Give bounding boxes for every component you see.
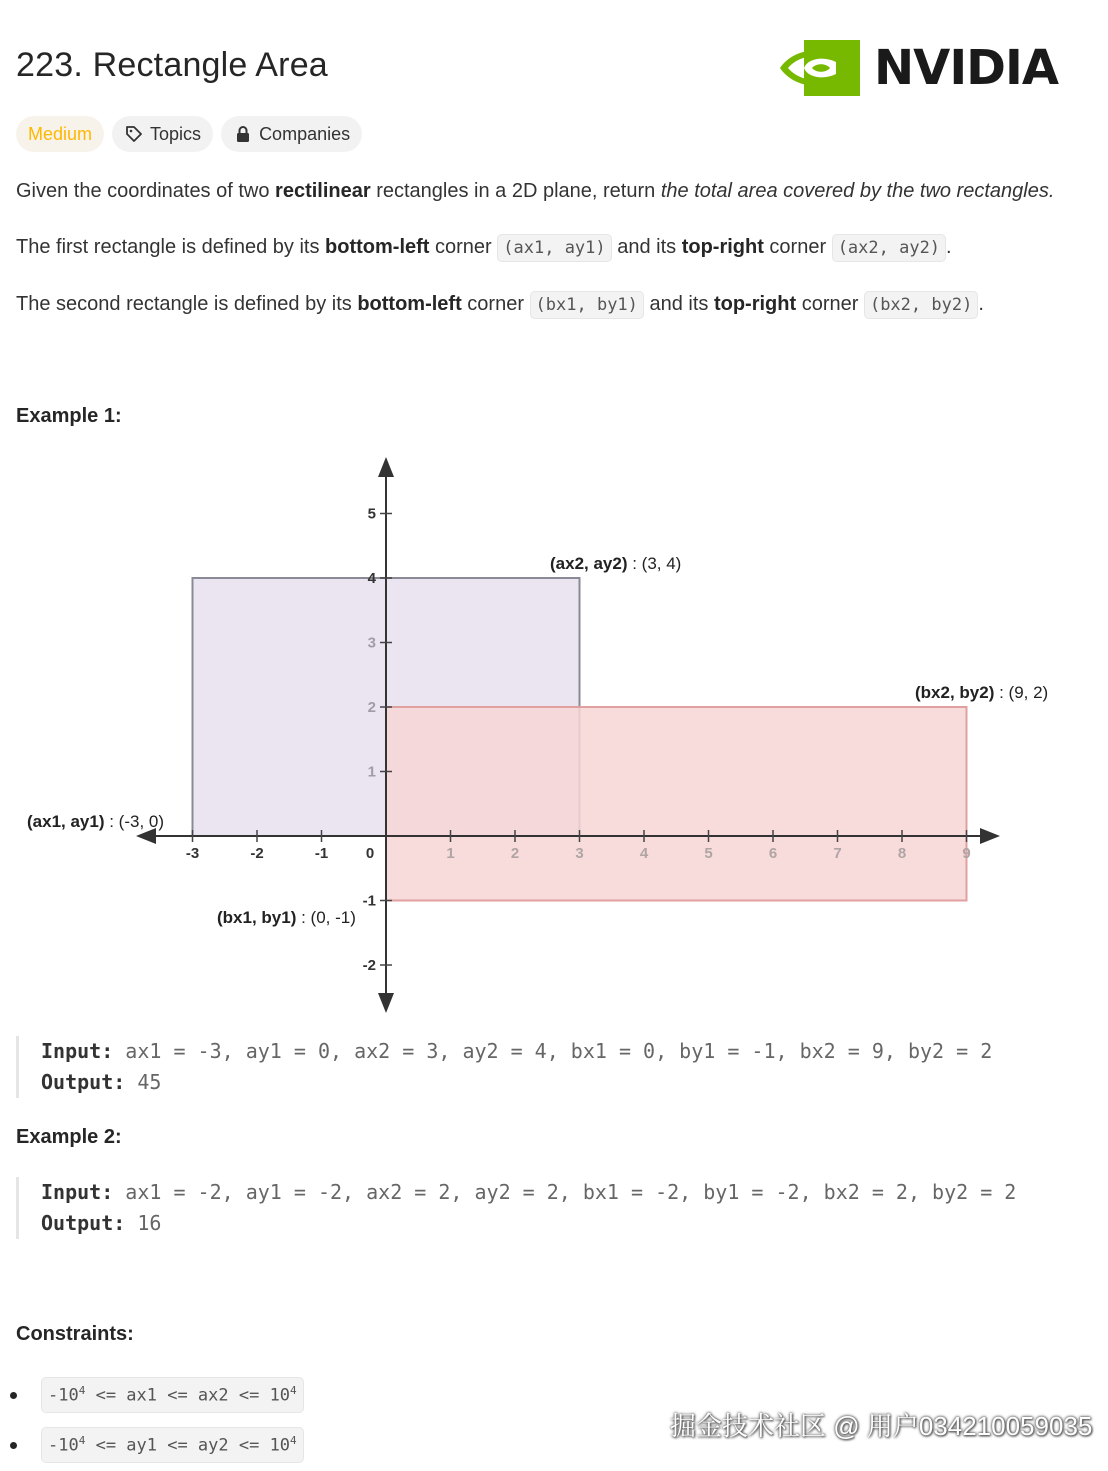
y-tick-label: -1 [362,892,376,910]
description-paragraph-1: Given the coordinates of two rectilinear rectangles in a 2D plane, return the total area covered by the two rectangles. [16,180,1055,202]
bullet-icon [10,1392,17,1399]
example-2-input: Input: ax1 = -2, ay1 = -2, ax2 = 2, ay2 = 2, bx1 = -2, by1 = -2, bx2 = 2, by2 = 2 [41,1180,1017,1204]
description-paragraph-2: The first rectangle is defined by its bottom-left corner (ax1, ay1) and its top-right corner (ax2, ay2) . [16,236,952,259]
difficulty-badge [16,116,104,152]
nvidia-logo [778,38,1078,98]
x-tick-label: 5 [704,845,713,862]
constraint-item: $-10^4 <= ax1 <= ax2 <= 10^4$ [10,1370,304,1420]
x-tick-label: 7 [833,845,842,862]
page-title: 223. Rectangle Area [16,46,328,84]
constraints-list [10,1370,304,1470]
difficulty-label: Medium [28,123,93,144]
tag-icon [124,124,144,144]
topics-label: Topics [150,123,202,144]
x-tick-label: 1 [446,845,455,862]
example-1-block [16,1036,1096,1098]
problem-tags [16,116,362,152]
topics-button[interactable] [112,116,213,152]
description-paragraph-3: The second rectangle is defined by its bottom-left corner (bx1, by1) and its top-right corner (bx2, by2) . [16,293,984,316]
y-tick-label: -2 [362,957,376,974]
lock-icon [233,124,253,144]
x-tick-label: 0 [365,845,375,862]
x-tick-label: -1 [314,845,329,862]
example-1-input: Input: ax1 = -3, ay1 = 0, ax2 = 3, ay2 = 4, bx1 = 0, by1 = -1, bx2 = 9, by2 = 2 [41,1039,993,1063]
label-a-bottom-left: (ax1, ay1) : (-3, 0) [27,812,165,831]
y-tick-label: 5 [367,505,376,523]
constraint-item: $-10^4 <= ay1 <= ay2 <= 10^4$ [10,1420,304,1470]
nvidia-logo-text: NVIDIA [874,40,1059,96]
x-tick-label: 2 [510,845,520,862]
bullet-icon [10,1442,17,1449]
x-tick-label: 3 [575,845,584,862]
example-2-output: Output: 16 [41,1211,162,1235]
watermark: 掘金技术社区 @ 用户034210059035 [670,1411,1093,1441]
x-tick-label: 6 [768,845,778,862]
companies-button[interactable] [221,116,362,152]
constraints-heading: Constraints: [16,1323,134,1345]
companies-label: Companies [259,123,351,144]
example-1-heading: Example 1: [16,405,122,427]
nvidia-eye-icon [778,38,864,98]
example-1-output: Output: 45 [41,1070,162,1094]
x-tick-label: 9 [962,845,971,862]
y-tick-label: 2 [367,699,376,716]
y-tick-label: 3 [367,634,376,652]
example-2-block [16,1177,1096,1239]
y-tick-label: 4 [367,570,376,587]
example-2-heading: Example 2: [16,1126,122,1148]
x-tick-label: 8 [897,845,907,862]
x-tick-label: -2 [250,845,264,862]
rectangle-area-diagram [0,455,1108,1015]
label-b-top-right: (bx2, by2) : (9, 2) [915,683,1049,702]
rectangle-b [386,707,967,901]
x-tick-label: 4 [639,845,649,862]
label-a-top-right: (ax2, ay2) : (3, 4) [550,554,682,573]
y-tick-label: 1 [367,763,376,781]
x-tick-label: -3 [185,845,200,862]
label-b-bottom-left: (bx1, by1) : (0, -1) [217,908,356,927]
